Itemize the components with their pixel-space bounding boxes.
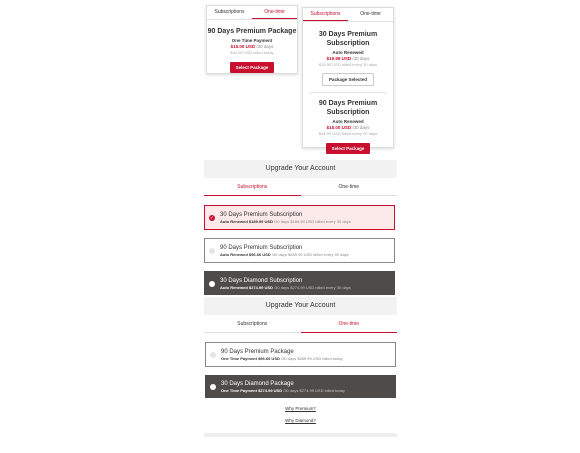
option-period: /30 days bbox=[270, 252, 287, 257]
footer-divider bbox=[204, 433, 397, 437]
package-card-onetime bbox=[206, 5, 298, 74]
radio-unchecked[interactable] bbox=[209, 248, 215, 254]
option-period: /30 days bbox=[272, 285, 290, 290]
subscription-option[interactable] bbox=[204, 238, 395, 263]
package-selected-button[interactable]: Package Selected bbox=[322, 73, 374, 86]
billing-note: $19.99 USD billed every 30 days bbox=[318, 62, 378, 67]
package bbox=[303, 22, 393, 86]
option-details bbox=[220, 285, 351, 291]
option-price: $96.66 USD bbox=[248, 252, 271, 257]
package bbox=[303, 93, 393, 155]
radio-checked[interactable] bbox=[209, 215, 215, 221]
radio-unchecked[interactable] bbox=[210, 352, 216, 358]
option-billed: $289.99 USD billed today bbox=[297, 356, 343, 361]
tab-one-time[interactable]: One-time bbox=[360, 11, 381, 17]
panel-title: Upgrade Your Account bbox=[204, 160, 397, 178]
option-price: $274.99 USD bbox=[248, 285, 273, 290]
subscription-option[interactable] bbox=[204, 271, 395, 295]
package-period: /30 days bbox=[351, 56, 370, 61]
select-package-button[interactable]: Select Package bbox=[230, 62, 275, 73]
option-title: 90 Days Premium Subscription bbox=[220, 245, 303, 251]
option-title: 30 Days Premium Subscription bbox=[220, 212, 303, 218]
package bbox=[207, 20, 297, 74]
option-billed: $274.99 USD billed today bbox=[299, 388, 345, 393]
radio-unchecked[interactable] bbox=[210, 384, 216, 390]
package-period: /30 days bbox=[351, 125, 370, 130]
option-type: One Time Payment bbox=[221, 388, 257, 393]
option-title: 90 Days Premium Package bbox=[221, 349, 294, 355]
package-title: 90 Days Premium Subscription bbox=[318, 100, 378, 116]
package-option[interactable] bbox=[205, 342, 396, 367]
option-type: Auto Renewed bbox=[220, 252, 248, 257]
option-details bbox=[220, 219, 351, 225]
option-period: /30 days bbox=[279, 356, 297, 361]
option-period: /30 days bbox=[272, 219, 290, 224]
subscription-option[interactable] bbox=[204, 205, 395, 230]
tab-subscriptions[interactable]: Subscriptions bbox=[303, 8, 348, 21]
billing-note: $44.99 USD billed today bbox=[230, 50, 274, 55]
package-price: $15.00 USD bbox=[230, 44, 256, 49]
radio-unchecked[interactable] bbox=[209, 281, 215, 287]
package-period: /30 days bbox=[255, 44, 274, 49]
tab-one-time[interactable]: One-time bbox=[301, 317, 398, 333]
panel-title: Upgrade Your Account bbox=[204, 297, 397, 315]
package-price: $15.00 USD bbox=[326, 125, 352, 130]
option-details bbox=[220, 252, 349, 258]
panel-tabs bbox=[204, 180, 397, 196]
tab-subscriptions[interactable]: Subscriptions bbox=[214, 9, 245, 15]
check-icon: ✓ bbox=[210, 215, 214, 220]
payment-type: Auto Renewed bbox=[332, 119, 364, 124]
billing-note: $44.99 USD billed every 90 days bbox=[318, 131, 378, 136]
option-type: One Time Payment bbox=[221, 356, 257, 361]
upgrade-panel-onetime bbox=[204, 297, 397, 333]
option-billed: $289.99 USD billed every 90 days bbox=[288, 252, 349, 257]
package-title: 30 Days Premium Subscription bbox=[318, 31, 378, 47]
package-price: $19.99 USD bbox=[326, 56, 352, 61]
package-card-subscriptions bbox=[302, 7, 394, 151]
option-price: $96.66 USD bbox=[258, 356, 280, 361]
card-tabs bbox=[207, 6, 297, 20]
option-period: /30 days bbox=[282, 388, 299, 393]
option-details bbox=[221, 388, 345, 394]
payment-type: One Time Payment bbox=[231, 38, 273, 43]
option-title: 30 Days Diamond Package bbox=[221, 381, 294, 387]
option-billed: $274.99 USD billed every 30 days bbox=[290, 285, 351, 290]
option-type: Auto Renewed bbox=[220, 285, 248, 290]
panel-tabs bbox=[204, 317, 397, 333]
tab-one-time[interactable]: One-time bbox=[252, 6, 297, 19]
payment-type: Auto Renewed bbox=[332, 50, 364, 55]
tab-subscriptions[interactable]: Subscriptions bbox=[204, 317, 301, 333]
option-price: $189.99 USD bbox=[248, 219, 273, 224]
upgrade-panel-subscriptions bbox=[204, 160, 397, 196]
option-billed: $189.99 USD billed every 30 days bbox=[290, 219, 351, 224]
card-tabs bbox=[303, 8, 393, 22]
select-package-button[interactable]: Select Package bbox=[326, 143, 371, 154]
tab-one-time[interactable]: One-time bbox=[301, 180, 398, 196]
option-title: 30 Days Diamond Subscription bbox=[220, 278, 303, 284]
package-option[interactable] bbox=[205, 375, 396, 398]
package-title: 90 Days Premium Package bbox=[207, 28, 297, 35]
option-details bbox=[221, 356, 343, 362]
tab-subscriptions[interactable]: Subscriptions bbox=[204, 180, 301, 196]
why-diamond-link[interactable]: Why Diamond? bbox=[285, 418, 316, 423]
option-type: Auto Renewed bbox=[220, 219, 248, 224]
why-premium-link[interactable]: Why Premium? bbox=[285, 406, 316, 411]
option-price: $274.99 USD bbox=[258, 388, 283, 393]
